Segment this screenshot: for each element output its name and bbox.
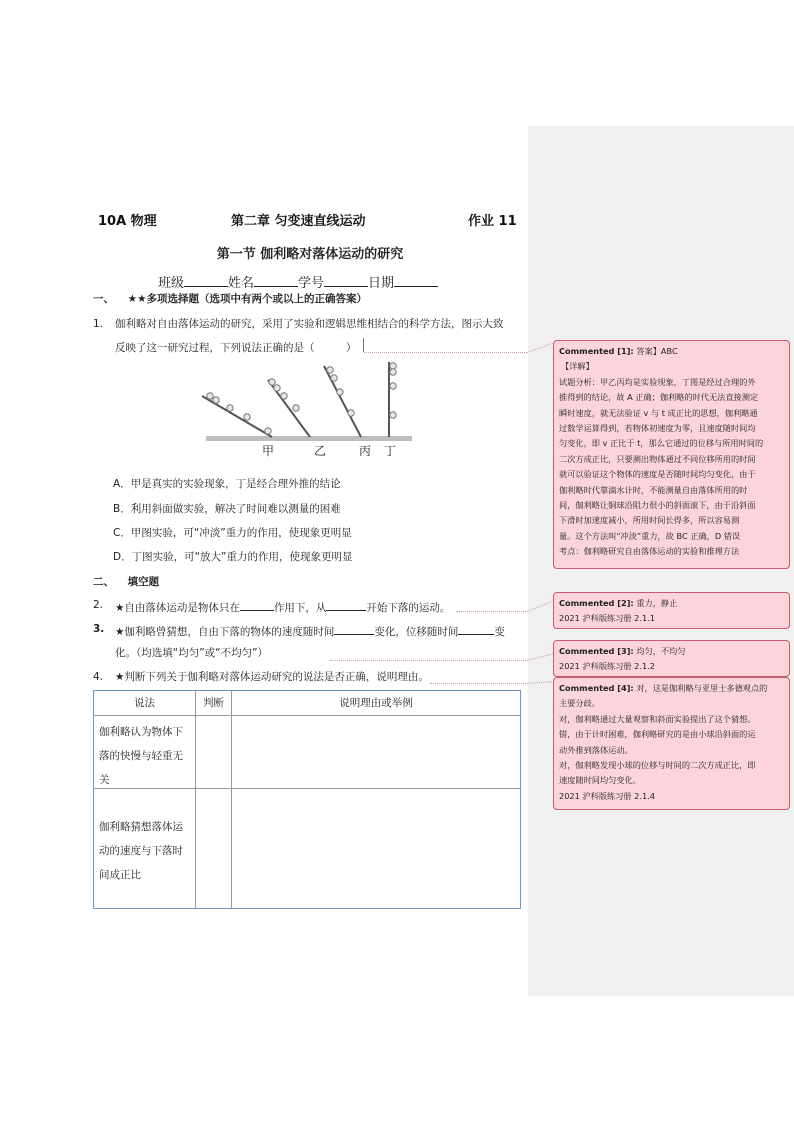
q1-comment-anchor-line <box>364 352 527 353</box>
q1-option-d: D．丁图实验，可“放大”重力的作用，使现象更明显 <box>113 551 353 563</box>
q1-option-c: C．甲图实验，可“冲淡”重力的作用，使现象更明显 <box>113 527 352 539</box>
q1-option-b: B．利用斜面做实验，解决了时间难以测量的困难 <box>113 503 341 515</box>
incline-jia <box>202 396 272 437</box>
comment-line: 量。这个方法叫“冲淡”重力，故 BC 正确，D 错误 <box>559 530 741 541</box>
statement-line: 动的速度与下落时 <box>99 845 183 857</box>
comment-line: 错，由于计时困难，伽利略研究的是由小球沿斜面的运 <box>559 729 756 740</box>
comment-line: 动外推到落体运动。 <box>559 744 633 755</box>
date-blank[interactable] <box>394 274 438 287</box>
comment-line: 过数学运算得到，若物体初速度为零，且速度随时间均 <box>559 423 756 434</box>
comment-tag: Commented [2]: <box>559 598 634 608</box>
table-cell-judgment[interactable] <box>196 715 232 788</box>
q3-blank-2[interactable] <box>458 622 494 635</box>
comment-line: 2021 沪科版练习册 2.1.1 <box>559 613 655 624</box>
section-1-heading <box>93 291 367 306</box>
comment-3[interactable] <box>553 640 790 677</box>
ball <box>390 363 396 369</box>
q2-text <box>115 598 450 615</box>
ball <box>348 410 354 416</box>
q3-number: 3. <box>93 623 105 635</box>
ball <box>213 397 219 403</box>
name-blank[interactable] <box>254 274 298 287</box>
comment-line: 对，伽利略发现小球的位移与时间的二次方成正比，即 <box>559 760 756 771</box>
q4-text: ★判断下列关于伽利略对落体运动研究的说法是否正确，说明理由。 <box>115 671 429 683</box>
ball <box>327 367 333 373</box>
comment-4[interactable] <box>553 677 790 810</box>
section-1-text: ★★多项选择题（选项中有两个或以上的正确答案） <box>127 293 367 305</box>
table-row <box>94 788 520 908</box>
name-label: 姓名 <box>228 276 255 291</box>
table-header-judgment: 判断 <box>196 691 232 715</box>
q2-part2: 作用下，从 <box>273 602 327 614</box>
table-cell-statement <box>94 715 196 788</box>
subject-label: 10A 物理 <box>98 214 157 229</box>
figure-label-jia: 甲 <box>262 444 275 458</box>
comment-1[interactable] <box>553 340 790 569</box>
q3-line2: 化。（均选填“均匀”或“不均匀”） <box>115 647 269 659</box>
comment-line: 二次方成正比，只要测出物体通过不同位移所用的时间 <box>559 453 756 464</box>
comment-line: 瞬时速度，就无法验证 v 与 t 成正比的思想，伽利略通 <box>559 407 758 418</box>
q2-blank-1[interactable] <box>240 598 274 611</box>
q2-part1: ★自由落体运动是物体只在 <box>115 602 240 614</box>
q3-comment-anchor-line <box>330 660 528 661</box>
comment-line: 对，这是伽利略与亚里士多德观点的 <box>636 683 768 693</box>
date-label: 日期 <box>368 276 395 291</box>
comment-line: 主要分歧。 <box>559 698 600 709</box>
section-2-number: 二、 <box>93 576 114 588</box>
ball <box>390 369 396 375</box>
q1-line2: 反映了这一研究过程，下列说法正确的是（ ） <box>115 342 357 354</box>
comment-line: 就可以验证这个物体的速度是否随时间均匀变化，由于 <box>559 469 756 480</box>
ball <box>337 389 343 395</box>
section-2-text: 填空题 <box>127 576 160 588</box>
comment-tag: Commented [3]: <box>559 646 634 656</box>
table-cell-reason[interactable] <box>232 715 520 788</box>
comment-tag: Commented [1]: <box>559 346 634 356</box>
q3-part3: 变 <box>494 626 505 638</box>
figure-label-yi: 乙 <box>314 444 327 458</box>
comment-line: 2021 沪科版练习册 2.1.2 <box>559 661 655 672</box>
q2-blank-2[interactable] <box>326 598 366 611</box>
judgment-table <box>93 690 521 909</box>
table-cell-statement <box>94 788 196 908</box>
q2-comment-anchor-line <box>456 611 528 612</box>
table-header-statement: 说法 <box>94 691 196 715</box>
table-header-reason: 说明理由或举例 <box>339 697 413 709</box>
ball <box>293 405 299 411</box>
comment-2[interactable] <box>553 592 790 629</box>
ball <box>207 393 213 399</box>
comment-line: 【详解】 <box>561 361 594 372</box>
class-blank[interactable] <box>184 274 228 287</box>
table-cell-reason[interactable] <box>232 788 520 908</box>
page-title: 第一节 伽利略对落体运动的研究 <box>216 247 404 262</box>
comment-line: 重力，静止 <box>636 598 678 608</box>
q1-cursor <box>363 338 364 352</box>
comment-line: 伽利略时代靠滴水计时，不能测量自由落体所用的时 <box>559 484 748 495</box>
ball <box>281 393 287 399</box>
comment-line: 考点：伽利略研究自由落体运动的实验和推理方法 <box>559 546 740 557</box>
table-row <box>94 715 520 789</box>
ball <box>269 379 275 385</box>
q3-part2: 变化，位移随时间 <box>374 626 459 638</box>
id-blank[interactable] <box>324 274 368 287</box>
q1-line1: 伽利略对自由落体运动的研究，采用了实验和逻辑思维相结合的科学方法，图示大致 <box>115 318 504 330</box>
ball <box>244 414 250 420</box>
comment-line: 速度随时间均匀变化。 <box>559 775 641 786</box>
ball <box>274 385 280 391</box>
incline-figure <box>200 358 415 460</box>
comment-line: 推得到的结论，故 A 正确；伽利略的时代无法直接测定 <box>559 392 759 403</box>
section-2-heading <box>93 574 159 589</box>
q3-text <box>115 622 505 639</box>
comment-line: 答案】ABC <box>636 346 678 356</box>
ball <box>390 412 396 418</box>
comment-line: 均匀，不均匀 <box>636 646 686 656</box>
ball <box>265 428 271 434</box>
homework-label: 作业 11 <box>468 214 517 229</box>
q3-part1: ★伽利略曾猜想，自由下落的物体的速度随时间 <box>115 626 335 638</box>
comment-line: 间，伽利略让铜球沿阻力很小的斜面滚下，由于沿斜面 <box>559 500 756 511</box>
figure-label-ding: 丁 <box>384 444 397 458</box>
comment-line: 下滑时加速度减小，所用时间长得多，所以容易测 <box>559 515 740 526</box>
table-header-row <box>94 691 520 716</box>
q2-number: 2. <box>93 599 104 611</box>
id-label: 学号 <box>298 276 325 291</box>
statement-line: 伽利略认为物体下 <box>99 726 183 738</box>
comment-tag: Commented [4]: <box>559 683 634 693</box>
statement-line: 间成正比 <box>99 869 141 881</box>
comment-line: 匀变化，即 v 正比于 t，那么它通过的位移与所用时间的 <box>559 438 764 449</box>
class-label: 班级 <box>158 276 185 291</box>
statement-line: 关 <box>99 774 110 786</box>
comment-line: 2021 沪科版练习册 2.1.4 <box>559 790 655 801</box>
figure-label-bing: 丙 <box>359 444 372 458</box>
incline-bing <box>324 366 361 437</box>
q3-blank-1[interactable] <box>334 622 374 635</box>
student-info <box>158 272 438 291</box>
q2-part3: 开始下落的运动。 <box>366 602 451 614</box>
q4-comment-anchor-line <box>430 683 528 684</box>
q4-number: 4. <box>93 671 104 683</box>
chapter-label: 第二章 匀变速直线运动 <box>231 214 366 229</box>
section-1-number: 一、 <box>93 293 114 305</box>
table-cell-judgment[interactable] <box>196 788 232 908</box>
ball <box>390 383 396 389</box>
comment-line: 试题分析：甲乙丙均是实验现象，丁图是经过合理的外 <box>559 376 756 387</box>
ball <box>331 375 337 381</box>
ball <box>227 405 233 411</box>
q1-number: 1. <box>93 318 104 330</box>
statement-line: 伽利略猜想落体运 <box>99 821 183 833</box>
comment-line: 对，伽利略通过大量观察和斜面实验提出了这个猜想。 <box>559 713 756 724</box>
statement-line: 落的快慢与轻重无 <box>99 750 183 762</box>
q1-option-a: A．甲是真实的实验现象，丁是经合理外推的结论 <box>113 478 341 490</box>
